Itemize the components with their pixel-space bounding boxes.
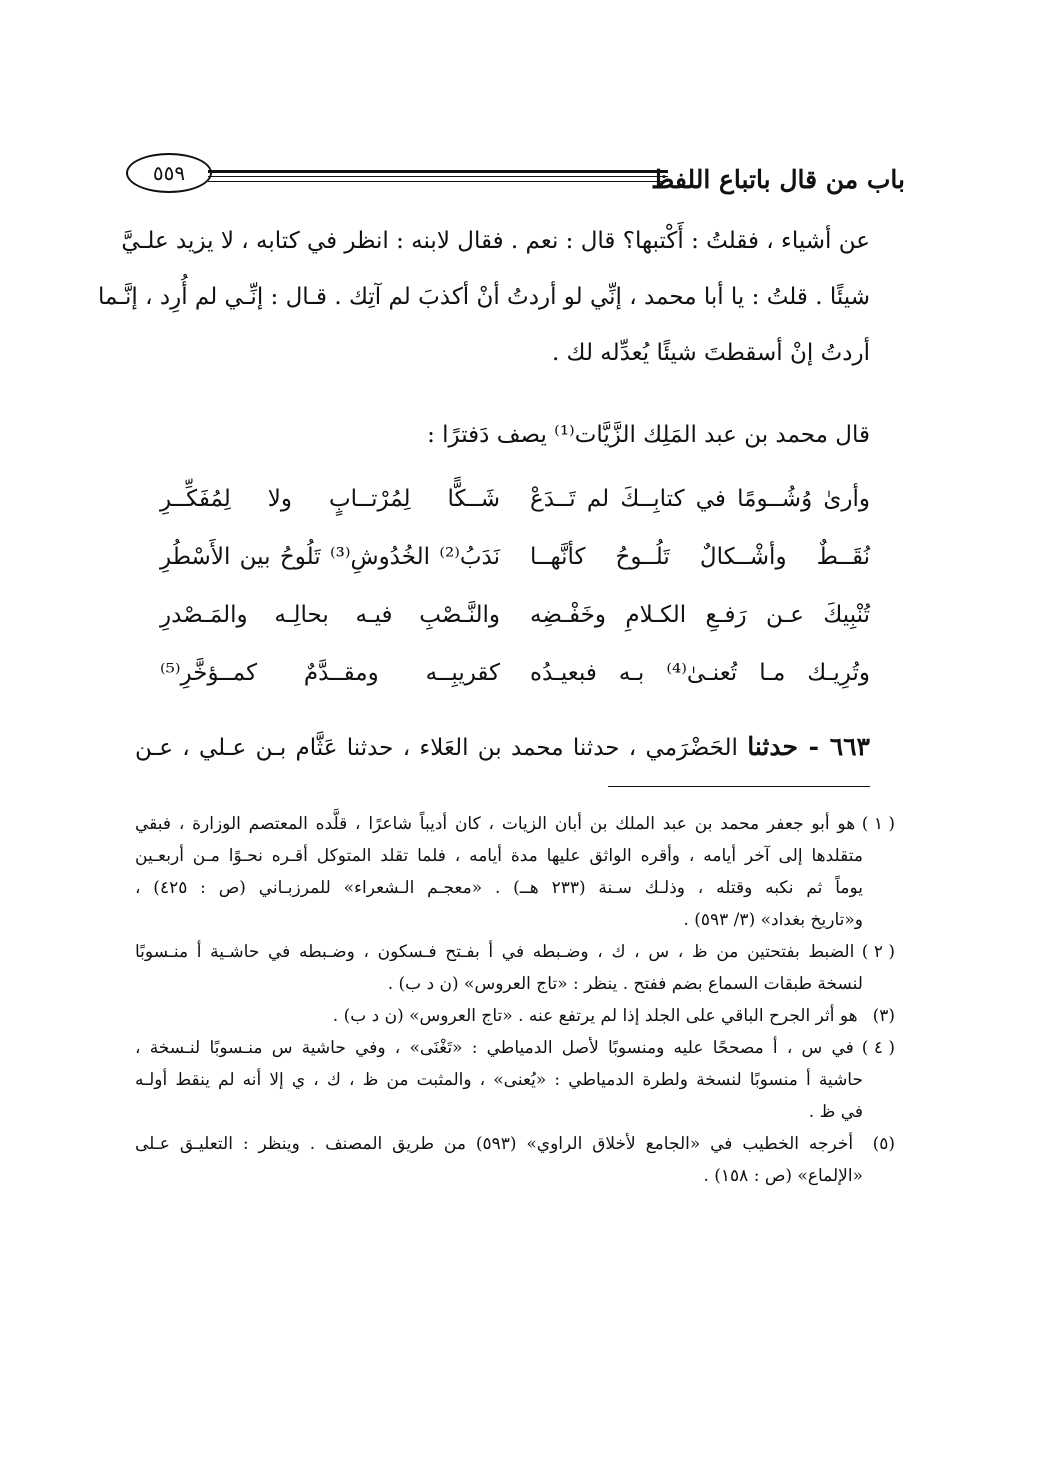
hadith-number: ٦٦٣ - حدثنا — [747, 732, 870, 761]
footnote-line: هو أبو جعفر محمد بن عبد الملك بن أبان الزيات ، كان أديباً شاعرًا ، قلَّده المعتصم الوزارة ، فبقي — [135, 814, 856, 834]
footnote — [135, 1000, 895, 1032]
poem-verse — [160, 470, 870, 528]
footnote-number: ( ٤ ) — [861, 1038, 896, 1058]
poem — [160, 470, 870, 702]
footnotes — [135, 808, 895, 1192]
poem-intro-block — [135, 410, 870, 460]
footnote-number: ( ١ ) — [861, 814, 896, 834]
body-line: أردتُ إنْ أسقطتَ شيئًا يُعدِّله لك . — [551, 340, 870, 366]
page-number-badge: ٥٥٩ — [126, 153, 212, 193]
poem-verse — [160, 644, 870, 702]
footnote-line: في ظ . — [808, 1102, 863, 1122]
body-line: عن أشياء ، فقلتُ : أَكْتبها؟ قال : نعم . فقال لابنه : انظر في كتابه ، لا يزيد علـيَّ — [121, 228, 870, 254]
footnote-line: في س ، أ مصححًا عليه ومنسوبًا لأصل الدمياطي : «تَغْنَى» ، وفي حاشية س منـسوبًا لنـسخة ، — [135, 1038, 854, 1058]
header-rule — [208, 170, 668, 182]
footnote-line: أخرجه الخطيب في «الجامع لأخلاق الراوي» (٥٩٣) من طريق المصنف . وينظر : التعليـق عـلى — [135, 1134, 854, 1154]
footnote-line: «الإلماع» (ص : ١٥٨) . — [703, 1166, 863, 1186]
hadith-line — [135, 722, 870, 773]
footnote-number: (٣) — [872, 1006, 895, 1026]
verse-first-hemistich: وأرىٰ وُشُــومًا في كتابِــكَ لم تَــدَعْ — [530, 486, 870, 512]
footnote-line: هو أثر الجرح الباقي على الجلد إذا لم يرتفع عنه . «تاج العروس» (ن د ب) . — [332, 1006, 858, 1026]
body-line: شيئًا . قلتُ : يا أبا محمد ، إنِّي لو أردتُ أنْ أكذبَ لم آتِك . قـال : إنِّـي لم أُرِد ، إنَّـما — [97, 284, 870, 310]
chapter-title: باب من قال باتباع اللفظ — [651, 165, 905, 194]
footnote-line: لنسخة طبقات السماع بضم ففتح . ينظر : «تاج العروس» (ن د ب) . — [387, 974, 863, 994]
footnote-line: الضبط بفتحتين من ظ ، س ، ك ، وضـبطه في أ بفـتح فـسكون ، وضـبطه في حاشـية أ منـسوبًا — [135, 942, 855, 962]
footnote-number: (٥) — [872, 1134, 896, 1154]
poem-verse — [160, 586, 870, 644]
verse-second-hemistich: نَدَبُ⁽²⁾ الخُدُوشِ⁽³⁾ تَلُوحُ بين الأَسْطُرِ — [160, 544, 500, 570]
verse-second-hemistich: كقريبِــه ومقــدَّمٌ كمــؤخَّرِ⁽⁵⁾ — [160, 660, 500, 686]
body-text — [97, 213, 870, 381]
verse-first-hemistich: تُنْبِيكَ عـن رَفـعِ الكـلامِ وخَفْـضِه — [530, 602, 870, 628]
footnote — [135, 1128, 895, 1192]
footnote-separator — [608, 786, 870, 787]
verse-first-hemistich: نُقَــطٌ وأشْــكالٌ تَلُــوحُ كأنَّهــا — [530, 544, 870, 570]
footnote — [135, 1032, 895, 1128]
footnote-line: و«تاريخ بغداد» (٣/ ٥٩٣) . — [683, 910, 863, 930]
footnote — [135, 808, 895, 936]
verse-second-hemistich: والنَّـصْبِ فيـه بحالِـه والمَـصْدرِ — [160, 602, 500, 628]
footnote-line: يوماً ثم نكبه وقتله ، وذلـك سـنة (٢٣٣ هــ) . «معجـم الـشعراء» للمرزبـاني (ص : ٤٢٥) ، — [135, 878, 863, 898]
footnote-line: متقلدها إلى آخر أيامه ، وأقره الواثق عليها مدة أيامه ، فلما تقلد المتوكل أقـره نحـوًا مـن أربعـين — [135, 846, 863, 866]
footnote-line: حاشية أ منسوبًا لنسخة ولطرة الدمياطي : «يُعنى» ، والمثبت من ظ ، ك ، ي إلا أنه لم ينقط أولـه — [135, 1070, 863, 1090]
poem-verse — [160, 528, 870, 586]
footnote-number: ( ٢ ) — [861, 942, 895, 962]
footnote — [135, 936, 895, 1000]
verse-second-hemistich: شَــكًّا لِمُرْتــابٍ ولا لِمُفَكِّــرِ — [160, 486, 500, 512]
verse-first-hemistich: وتُرِيـك مـا تُعنـىٰ⁽⁴⁾ بـه فبعيـدُه — [530, 660, 870, 686]
hadith-text: الحَضْرَمي ، حدثنا محمد بن العَلاء ، حدثنا عَثَّام بـن عـلي ، عـن — [135, 735, 738, 761]
poem-intro: قال محمد بن عبد المَلِك الزَّيَّات⁽¹⁾ يصف دَفترًا : — [427, 422, 870, 448]
